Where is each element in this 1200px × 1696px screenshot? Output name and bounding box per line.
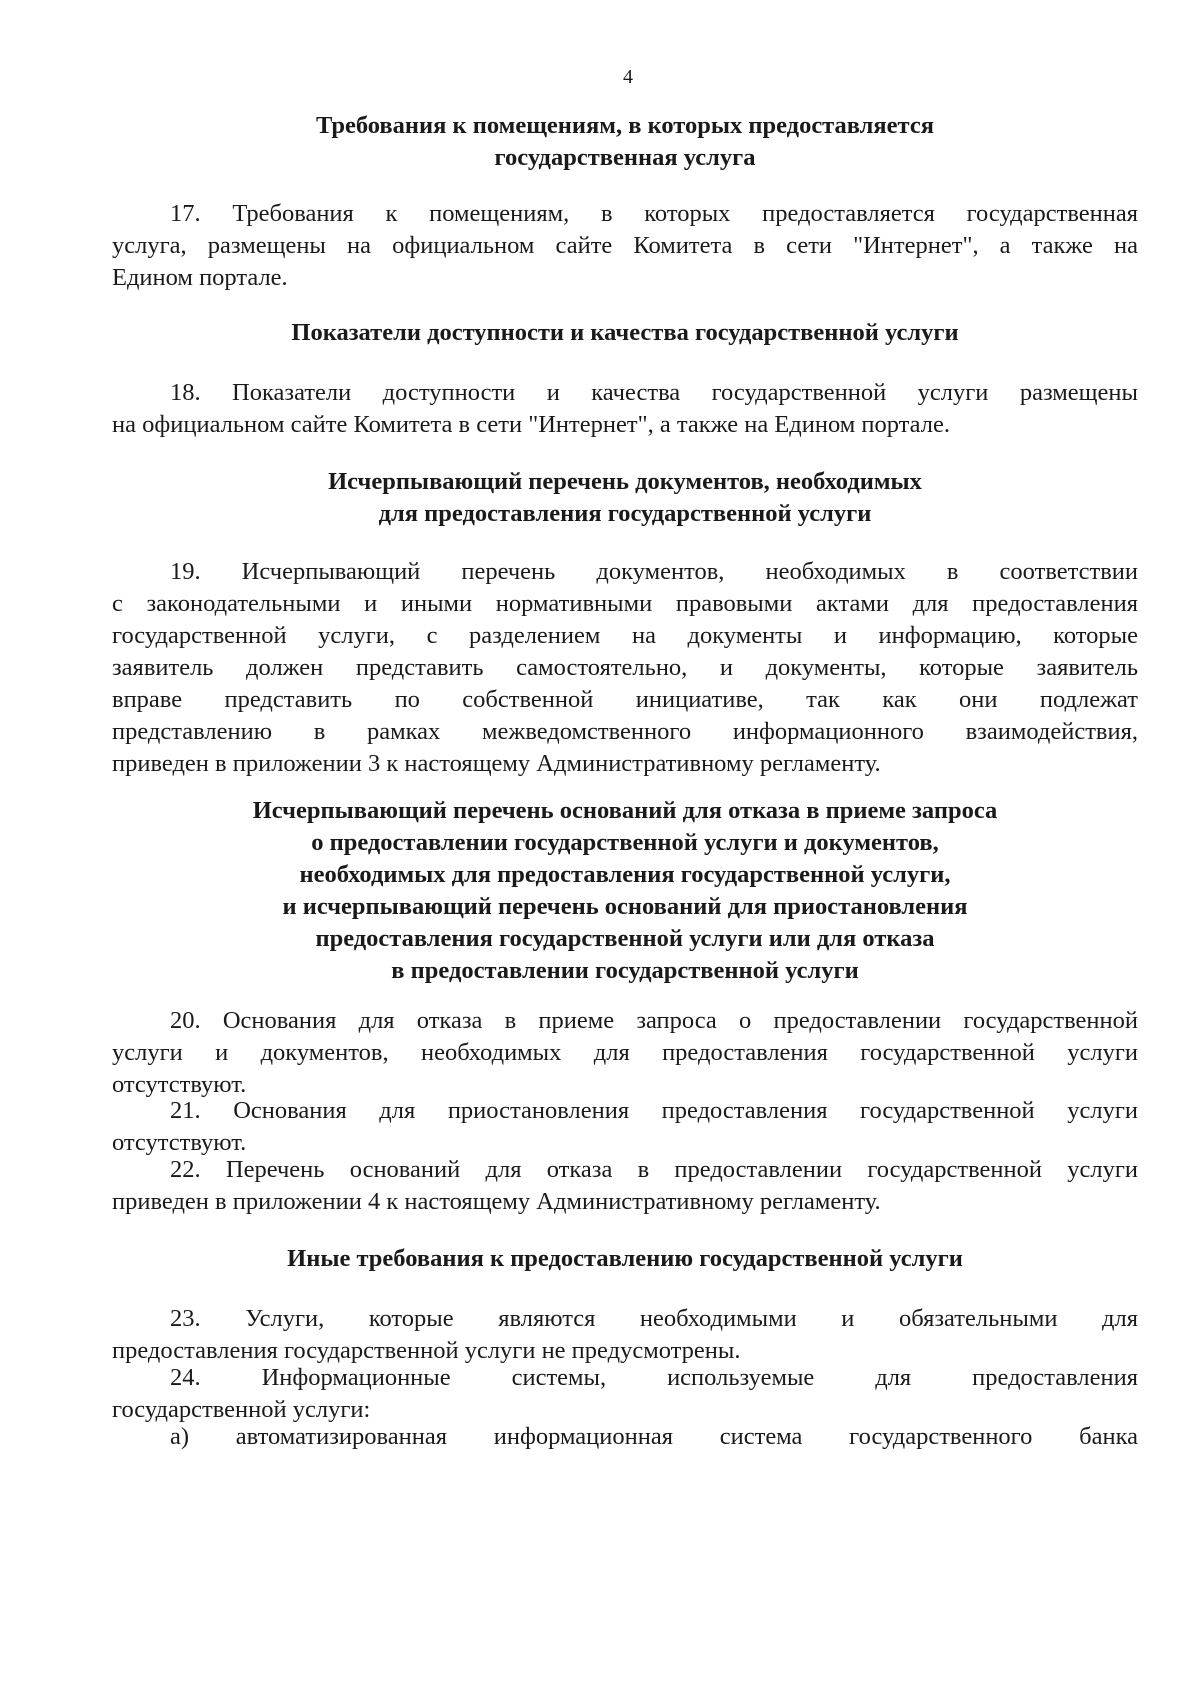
section-heading-premises: [112, 110, 1138, 174]
text-line: 19. Исчерпывающий перечень документов, необходимых в соответствии: [170, 558, 1138, 585]
text-line: 22. Перечень оснований для отказа в предоставлении государственной услуги: [170, 1156, 1138, 1183]
paragraph-19: [112, 556, 1138, 780]
text-line: приведен в приложении 4 к настоящему Административному регламенту.: [112, 1188, 881, 1215]
text-line: заявитель должен представить самостоятельно, и документы, которые заявитель: [112, 654, 1138, 681]
paragraph-17: [112, 198, 1138, 294]
heading-line: государственная услуга: [494, 144, 756, 171]
text-line: Едином портале.: [112, 264, 288, 291]
text-line: услуги и документов, необходимых для предоставления государственной услуги: [112, 1039, 1138, 1066]
section-heading-documents: [112, 466, 1138, 530]
paragraph-23: [112, 1303, 1138, 1367]
paragraph-22: [112, 1154, 1138, 1218]
section-heading-indicators: [112, 317, 1138, 349]
text-line: государственной услуги:: [112, 1396, 371, 1423]
paragraph-21: [112, 1095, 1138, 1159]
paragraph-24: [112, 1362, 1138, 1426]
text-line: 23. Услуги, которые являются необходимыми и обязательными для: [170, 1305, 1138, 1332]
text-line: предоставления государственной услуги не предусмотрены.: [112, 1337, 741, 1364]
heading-line: в предоставлении государственной услуги: [391, 957, 859, 984]
text-line: отсутствуют.: [112, 1129, 247, 1156]
text-line: на официальном сайте Комитета в сети "Интернет", а также на Едином портале.: [112, 411, 950, 438]
section-heading-other-requirements: [112, 1243, 1138, 1275]
text-line: 20. Основания для отказа в приеме запроса о предоставлении государственной: [170, 1007, 1138, 1034]
text-line: услуга, размещены на официальном сайте Комитета в сети "Интернет", а также на: [112, 232, 1138, 259]
heading-line: необходимых для предоставления государственной услуги,: [299, 861, 951, 888]
text-line: представлению в рамках межведомственного информационного взаимодействия,: [112, 718, 1138, 745]
text-line: государственной услуги, с разделением на документы и информацию, которые: [112, 622, 1138, 649]
heading-line: о предоставлении государственной услуги и документов,: [311, 829, 939, 856]
text-line: 24. Информационные системы, используемые для предоставления: [170, 1364, 1138, 1391]
heading-line: Иные требования к предоставлению государственной услуги: [287, 1245, 963, 1272]
heading-line: для предоставления государственной услуги: [378, 500, 872, 527]
heading-line: и исчерпывающий перечень оснований для приостановления: [282, 893, 968, 920]
text-line: 17. Требования к помещениям, в которых предоставляется государственная: [170, 200, 1138, 227]
paragraph-24a: [112, 1421, 1138, 1453]
text-line: 21. Основания для приостановления предоставления государственной услуги: [170, 1097, 1138, 1124]
text-line: приведен в приложении 3 к настоящему Административному регламенту.: [112, 750, 881, 777]
heading-line: Исчерпывающий перечень оснований для отказа в приеме запроса: [252, 797, 998, 824]
paragraph-18: [112, 377, 1138, 441]
text-line: а) автоматизированная информационная система государственного банка: [170, 1423, 1138, 1450]
heading-line: Исчерпывающий перечень документов, необходимых: [328, 468, 922, 495]
heading-line: Показатели доступности и качества государственной услуги: [291, 319, 959, 346]
page-number: 4: [623, 66, 633, 88]
heading-line: предоставления государственной услуги или для отказа: [315, 925, 935, 952]
text-line: вправе представить по собственной инициативе, так как они подлежат: [112, 686, 1138, 713]
text-line: 18. Показатели доступности и качества государственной услуги размещены: [170, 379, 1138, 406]
text-line: с законодательными и иными нормативными правовыми актами для предоставления: [112, 590, 1138, 617]
text-line: отсутствуют.: [112, 1071, 247, 1098]
paragraph-20: [112, 1005, 1138, 1101]
section-heading-refusal-grounds: [112, 795, 1138, 987]
heading-line: Требования к помещениям, в которых предоставляется: [315, 112, 935, 139]
